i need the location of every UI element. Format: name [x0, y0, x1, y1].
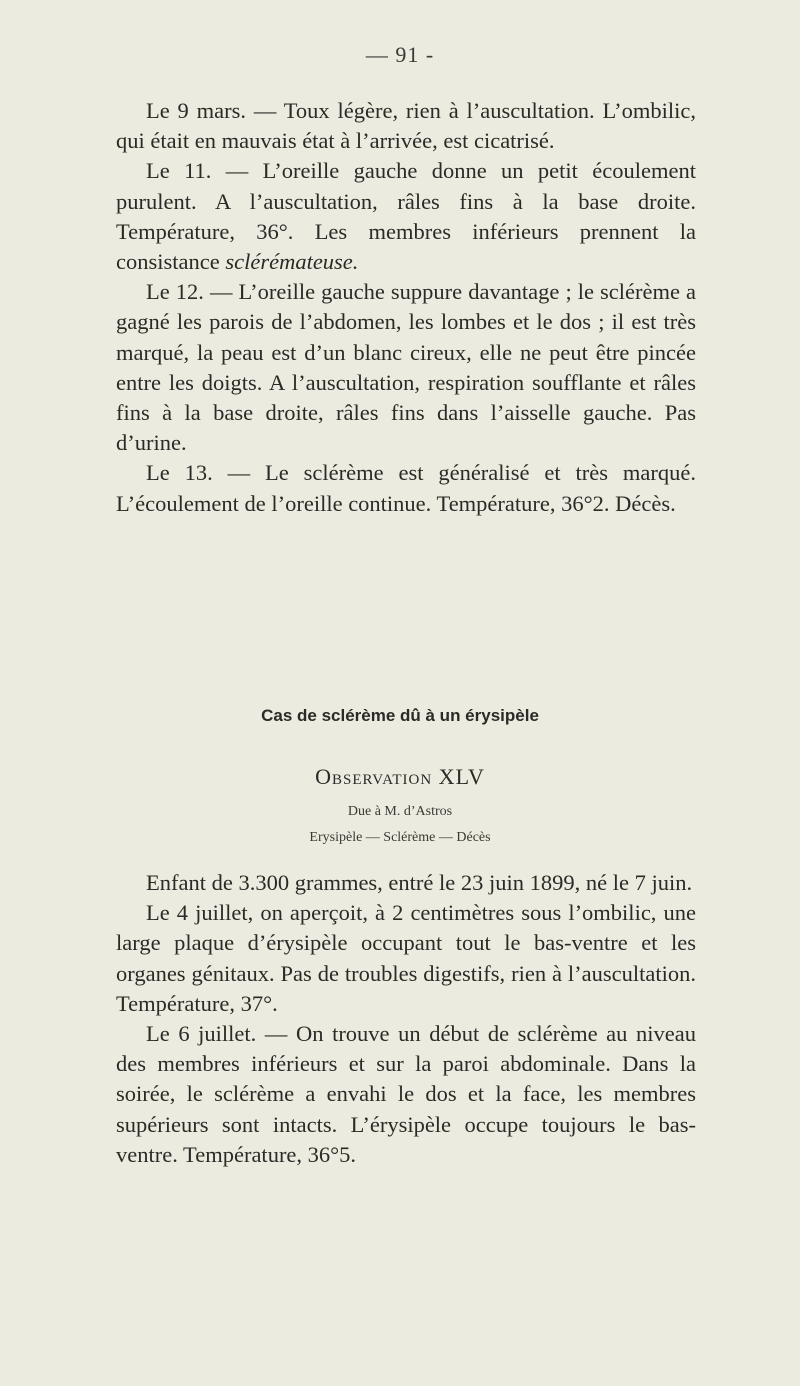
entry-admission: Enfant de 3.300 grammes, entré le 23 juin 1899, né le 7 juin.	[146, 870, 693, 895]
clinical-notes-top	[116, 96, 696, 519]
entry-6-juillet: Le 6 juillet. — On trouve un début de sclérème au niveau des membres inférieurs et sur la paroi abdominale. Dans la soirée, le sclérème a envahi le dos et la face, les membres supérieurs sont intacts. L’érysipèle occupe toujours le bas-ventre. Température, 36°5.	[116, 1021, 696, 1167]
entry-11	[116, 156, 696, 277]
entry-11-italic-term: sclérémateuse.	[225, 249, 359, 275]
entry-12: Le 12. — L’oreille gauche suppure davantage ; le sclérème a gagné les parois de l’abdomen, les lombes et le dos ; il est très marqué, la peau est d’un blanc cireux, elle ne peut être pincée entre les doigts. A l’auscultation, respiration soufflante et râles fins à la base droite, râles fins dans l’aisselle gauche. Pas d’urine.	[116, 279, 696, 456]
observation-author: Due à M. d’Astros	[347, 804, 453, 819]
entry-9-mars: Le 9 mars. — Toux légère, rien à l’auscultation. L’ombilic, qui était en mauvais état à l’arrivée, est cicatrisé.	[116, 98, 696, 154]
entry-13: Le 13. — Le sclérème est généralisé et très marqué. L’écoulement de l’oreille continue. Température, 36°2. Décès.	[116, 460, 696, 516]
entry-4-juillet: Le 4 juillet, on aperçoit, à 2 centimètres sous l’ombilic, une large plaque d’érysipèle occupant tout le bas-ventre et les organes génitaux. Pas de troubles digestifs, rien à l’auscultation. Température, 37°.	[116, 900, 696, 1016]
observation-subtitle: Erysipèle — Sclérème — Décès	[309, 830, 491, 845]
observation-heading: Observation XLV	[315, 764, 485, 789]
page-number: — 91 -	[365, 42, 435, 67]
clinical-notes-bottom	[116, 868, 696, 1170]
entry-11-text: Le 11. — L’oreille gauche donne un petit écoulement purulent. A l’auscultation, râles fins à la base droite. Température, 36°. Les membres inférieurs prennent la consistance	[116, 158, 696, 275]
section-title: Cas de sclérème dû à un érysipèle	[261, 706, 539, 725]
